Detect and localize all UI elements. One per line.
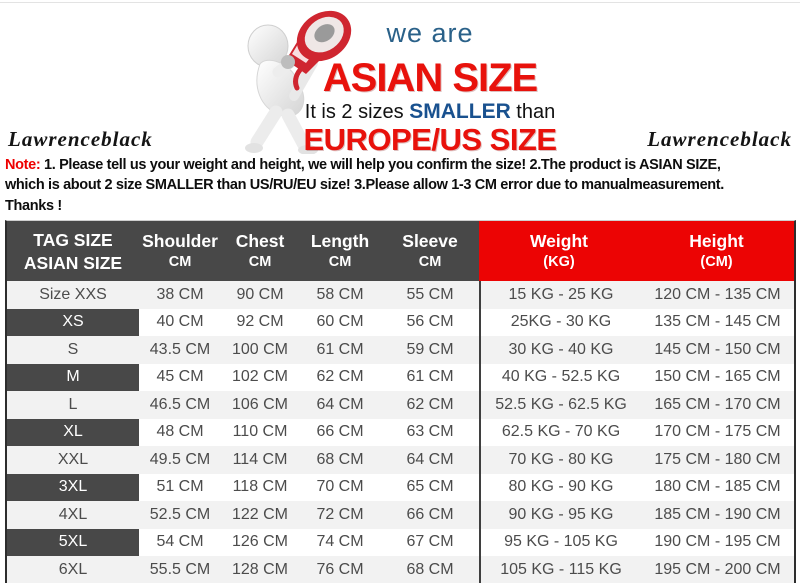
- cell-shoulder: 55.5 CM: [149, 560, 211, 578]
- cell-chest: 126 CM: [231, 533, 289, 551]
- cell-size: M: [7, 364, 139, 392]
- cell-chest: 90 CM: [236, 285, 284, 303]
- cell-chest: 110 CM: [232, 423, 288, 441]
- cell-height: 145 CM - 150 CM: [654, 340, 781, 358]
- cell-size: L: [68, 395, 78, 413]
- cell-weight: 70 KG - 80 KG: [479, 446, 641, 474]
- table-row: [7, 446, 794, 474]
- header-weight-line1: Weight: [529, 231, 588, 252]
- header-height-line1: Height: [689, 231, 744, 252]
- cell-height: 190 CM - 195 CM: [654, 533, 781, 551]
- cell-weight: 62.5 KG - 70 KG: [479, 419, 641, 447]
- europe-size-headline: EUROPE/US SIZE: [303, 122, 557, 157]
- cell-size: Size XXS: [39, 285, 107, 303]
- cell-sleeve: 67 CM: [406, 533, 454, 551]
- cell-length: 76 CM: [316, 560, 364, 578]
- cell-length: 62 CM: [316, 368, 364, 386]
- cell-size: XL: [7, 419, 139, 447]
- banner: [0, 0, 800, 157]
- cell-weight: 105 KG - 115 KG: [479, 556, 641, 583]
- header-tag-size-line2: ASIAN SIZE: [23, 252, 123, 273]
- table-body: [7, 281, 794, 583]
- cell-shoulder: 54 CM: [156, 533, 204, 551]
- cell-chest: 114 CM: [232, 450, 288, 468]
- cell-chest: 92 CM: [236, 313, 284, 331]
- header-chest-line1: Chest: [235, 231, 285, 252]
- cell-length: 58 CM: [316, 285, 364, 303]
- header-height-line2: (CM): [700, 254, 733, 271]
- table-row: [7, 391, 794, 419]
- header-shoulder-line2: CM: [168, 254, 192, 271]
- banner-text: [272, 18, 588, 156]
- table-row: [7, 336, 794, 364]
- cell-size: 6XL: [58, 560, 88, 578]
- cell-shoulder: 46.5 CM: [149, 395, 211, 413]
- table-row: [7, 556, 794, 583]
- cell-shoulder: 43.5 CM: [149, 340, 211, 358]
- cell-weight: 25KG - 30 KG: [479, 309, 641, 337]
- table-row: [7, 364, 794, 392]
- cell-sleeve: 56 CM: [406, 313, 454, 331]
- cell-weight: 80 KG - 90 KG: [479, 474, 641, 502]
- table-row: [7, 474, 794, 502]
- cell-chest: 100 CM: [231, 340, 289, 358]
- note-line-1: [5, 155, 795, 175]
- cell-shoulder: 51 CM: [156, 478, 204, 496]
- cell-shoulder: 40 CM: [156, 313, 204, 331]
- cell-height: 135 CM - 145 CM: [654, 313, 781, 331]
- cell-sleeve: 59 CM: [406, 340, 454, 358]
- asian-size-headline: ASIAN SIZE: [322, 56, 538, 100]
- cell-weight: 40 KG - 52.5 KG: [479, 364, 641, 392]
- cell-length: 66 CM: [316, 423, 364, 441]
- smaller-line: [272, 100, 588, 124]
- table-row: [7, 419, 794, 447]
- header-height: [639, 221, 794, 281]
- cell-size: 3XL: [7, 474, 139, 502]
- cell-weight: 90 KG - 95 KG: [479, 501, 641, 529]
- header-length-line1: Length: [310, 231, 370, 252]
- cell-shoulder: 45 CM: [156, 368, 204, 386]
- cell-height: 165 CM - 170 CM: [654, 395, 781, 413]
- table-row: [7, 281, 794, 309]
- cell-sleeve: 62 CM: [406, 395, 454, 413]
- cell-sleeve: 63 CM: [406, 423, 454, 441]
- cell-height: 195 CM - 200 CM: [654, 560, 781, 578]
- cell-height: 175 CM - 180 CM: [654, 450, 781, 468]
- cell-length: 72 CM: [316, 505, 364, 523]
- header-tag-size-line1: TAG SIZE: [33, 229, 113, 250]
- table-row: [7, 309, 794, 337]
- smaller-line-prefix: It is 2 sizes: [304, 101, 410, 123]
- cell-size: S: [67, 340, 79, 358]
- header-length: [299, 221, 381, 281]
- cell-length: 64 CM: [316, 395, 364, 413]
- cell-sleeve: 61 CM: [406, 368, 454, 386]
- cell-height: 170 CM - 175 CM: [654, 423, 781, 441]
- cell-sleeve: 55 CM: [406, 285, 454, 303]
- cell-shoulder: 49.5 CM: [149, 450, 211, 468]
- header-chest: [221, 221, 299, 281]
- cell-height: 180 CM - 185 CM: [654, 478, 781, 496]
- cell-shoulder: 48 CM: [156, 423, 204, 441]
- header-length-line2: CM: [328, 254, 352, 271]
- brand-name-left: Lawrenceblack: [8, 127, 153, 151]
- cell-length: 74 CM: [316, 533, 364, 551]
- cell-chest: 106 CM: [231, 395, 289, 413]
- cell-sleeve: 68 CM: [406, 560, 454, 578]
- size-table: [5, 220, 796, 583]
- table-row: [7, 529, 794, 557]
- cell-chest: 122 CM: [231, 505, 289, 523]
- cell-sleeve: 66 CM: [406, 505, 454, 523]
- cell-chest: 128 CM: [231, 560, 289, 578]
- note-line-3: Thanks !: [5, 197, 62, 214]
- cell-weight: 30 KG - 40 KG: [479, 336, 641, 364]
- cell-weight: 15 KG - 25 KG: [479, 281, 641, 309]
- cell-height: 185 CM - 190 CM: [654, 505, 781, 523]
- note-label: Note:: [5, 157, 41, 173]
- brand-name-right: Lawrenceblack: [647, 127, 792, 151]
- cell-sleeve: 65 CM: [406, 478, 454, 496]
- we-are-text: we are: [386, 18, 474, 48]
- cell-shoulder: 38 CM: [156, 285, 204, 303]
- cell-chest: 118 CM: [232, 478, 288, 496]
- cell-length: 61 CM: [316, 340, 364, 358]
- header-weight-line2: (KG): [543, 254, 575, 271]
- cell-shoulder: 52.5 CM: [149, 505, 211, 523]
- note-line-2: which is about 2 size SMALLER than US/RU/EU size! 3.Please allow 1-3 CM error due to manualmeasurement.: [5, 177, 724, 194]
- cell-sleeve: 64 CM: [406, 450, 454, 468]
- cell-size: 5XL: [7, 529, 139, 557]
- table-header-row: [7, 221, 794, 281]
- smaller-line-suffix: than: [510, 101, 556, 123]
- header-tag-size: [7, 221, 139, 281]
- header-sleeve: [381, 221, 479, 281]
- header-shoulder-line1: Shoulder: [142, 231, 218, 252]
- table-row: [7, 501, 794, 529]
- cell-height: 150 CM - 165 CM: [654, 368, 781, 386]
- note-paragraph: [0, 153, 800, 219]
- header-shoulder: [139, 221, 221, 281]
- cell-length: 60 CM: [316, 313, 364, 331]
- header-chest-line2: CM: [248, 254, 272, 271]
- cell-length: 70 CM: [316, 478, 364, 496]
- header-sleeve-line1: Sleeve: [402, 231, 458, 252]
- cell-size: 4XL: [58, 505, 88, 523]
- cell-chest: 102 CM: [231, 368, 289, 386]
- cell-weight: 95 KG - 105 KG: [479, 529, 641, 557]
- cell-height: 120 CM - 135 CM: [654, 285, 781, 303]
- header-weight: [479, 221, 639, 281]
- cell-size: XS: [7, 309, 139, 337]
- cell-length: 68 CM: [316, 450, 364, 468]
- header-sleeve-line2: CM: [418, 254, 442, 271]
- cell-size: XXL: [57, 450, 89, 468]
- cell-weight: 52.5 KG - 62.5 KG: [479, 391, 641, 419]
- note-line-1-text: 1. Please tell us your weight and height, we will help you confirm the size! 2.The product is ASIAN SIZE,: [44, 157, 721, 173]
- smaller-word: SMALLER: [409, 100, 511, 123]
